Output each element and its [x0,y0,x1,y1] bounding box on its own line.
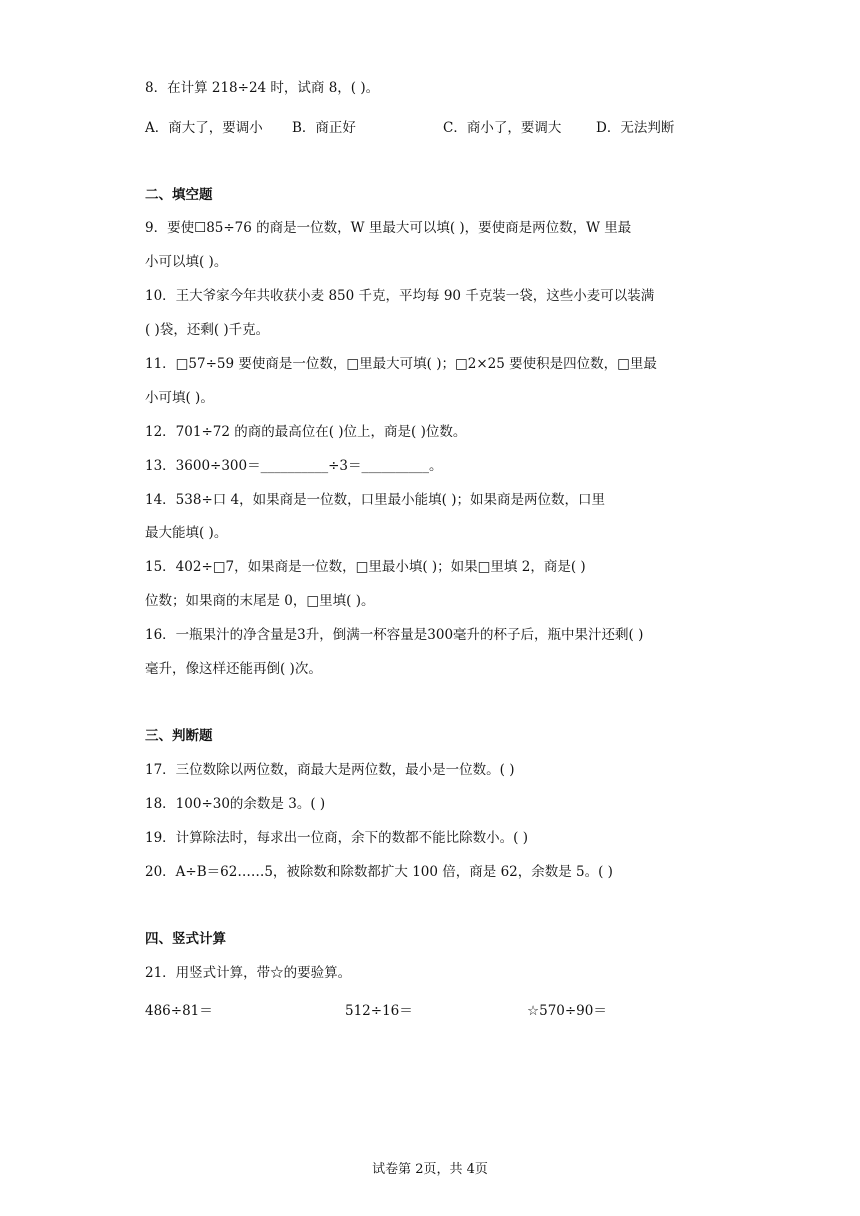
q8-option-a: A．商大了，要调小 [145,120,263,136]
section-title-true-false: 三、判断题 [145,728,213,744]
question-line: 毫升，像这样还能再倒( )次。 [145,661,322,677]
question-line: 小可以填( )。 [145,254,228,270]
question-8: 8．在计算 218÷24 时，试商 8，( )。 [145,80,380,96]
calc-problem-2: 512÷16＝ [345,1003,413,1019]
page-footer: 试卷第 2页，共 4页 [372,1162,488,1177]
question-line: 10．王大爷家今年共收获小麦 850 千克，平均每 90 千克装一袋，这些小麦可以装满 [145,288,655,304]
question-line: 19．计算除法时，每求出一位商，余下的数都不能比除数小。( ) [145,830,529,846]
question-line: ( )袋，还剩( )千克。 [145,322,270,338]
question-line: 15．402÷□7，如果商是一位数，□里最小填( )；如果□里填 2，商是( ) [145,559,586,575]
question-line: 20．A÷B＝62……5，被除数和除数都扩大 100 倍，商是 62，余数是 5。( ) [145,864,613,880]
question-line: 13．3600÷300＝__________÷3＝__________。 [145,458,443,474]
question-line: 16．一瓶果汁的净含量是3升，倒满一杯容量是300毫升的杯子后，瓶中果汁还剩( ) [145,627,644,643]
question-line: 最大能填( )。 [145,525,228,541]
calc-problem-3: ☆570÷90＝ [527,1003,607,1019]
question-line: 14．538÷口 4，如果商是一位数，口里最小能填( )；如果商是两位数，口里 [145,492,605,508]
calc-problem-1: 486÷81＝ [145,1003,213,1019]
question-line: 18．100÷30的余数是 3。( ) [145,796,326,812]
q8-option-d: D．无法判断 [596,120,675,136]
question-line: 位数；如果商的末尾是 0，□里填( )。 [145,593,375,609]
question-line: 9．要使☐85÷76 的商是一位数，W 里最大可以填( )，要使商是两位数，W 里最 [145,220,632,236]
question-line: 小可填( )。 [145,390,214,406]
question-line: 12．701÷72 的商的最高位在( )位上，商是( )位数。 [145,424,467,440]
question-line: 11．□57÷59 要使商是一位数，□里最大可填( )；□2×25 要使积是四位数，□里最 [145,356,657,372]
q8-option-b: B．商正好 [292,120,356,136]
section-title-fill-blank: 二、填空题 [145,187,213,203]
question-21: 21．用竖式计算，带☆的要验算。 [145,965,352,981]
question-line: 17．三位数除以两位数，商最大是两位数，最小是一位数。( ) [145,762,515,778]
q8-option-c: C．商小了，要调大 [443,120,562,136]
section-title-vertical-calc: 四、竖式计算 [145,931,226,947]
